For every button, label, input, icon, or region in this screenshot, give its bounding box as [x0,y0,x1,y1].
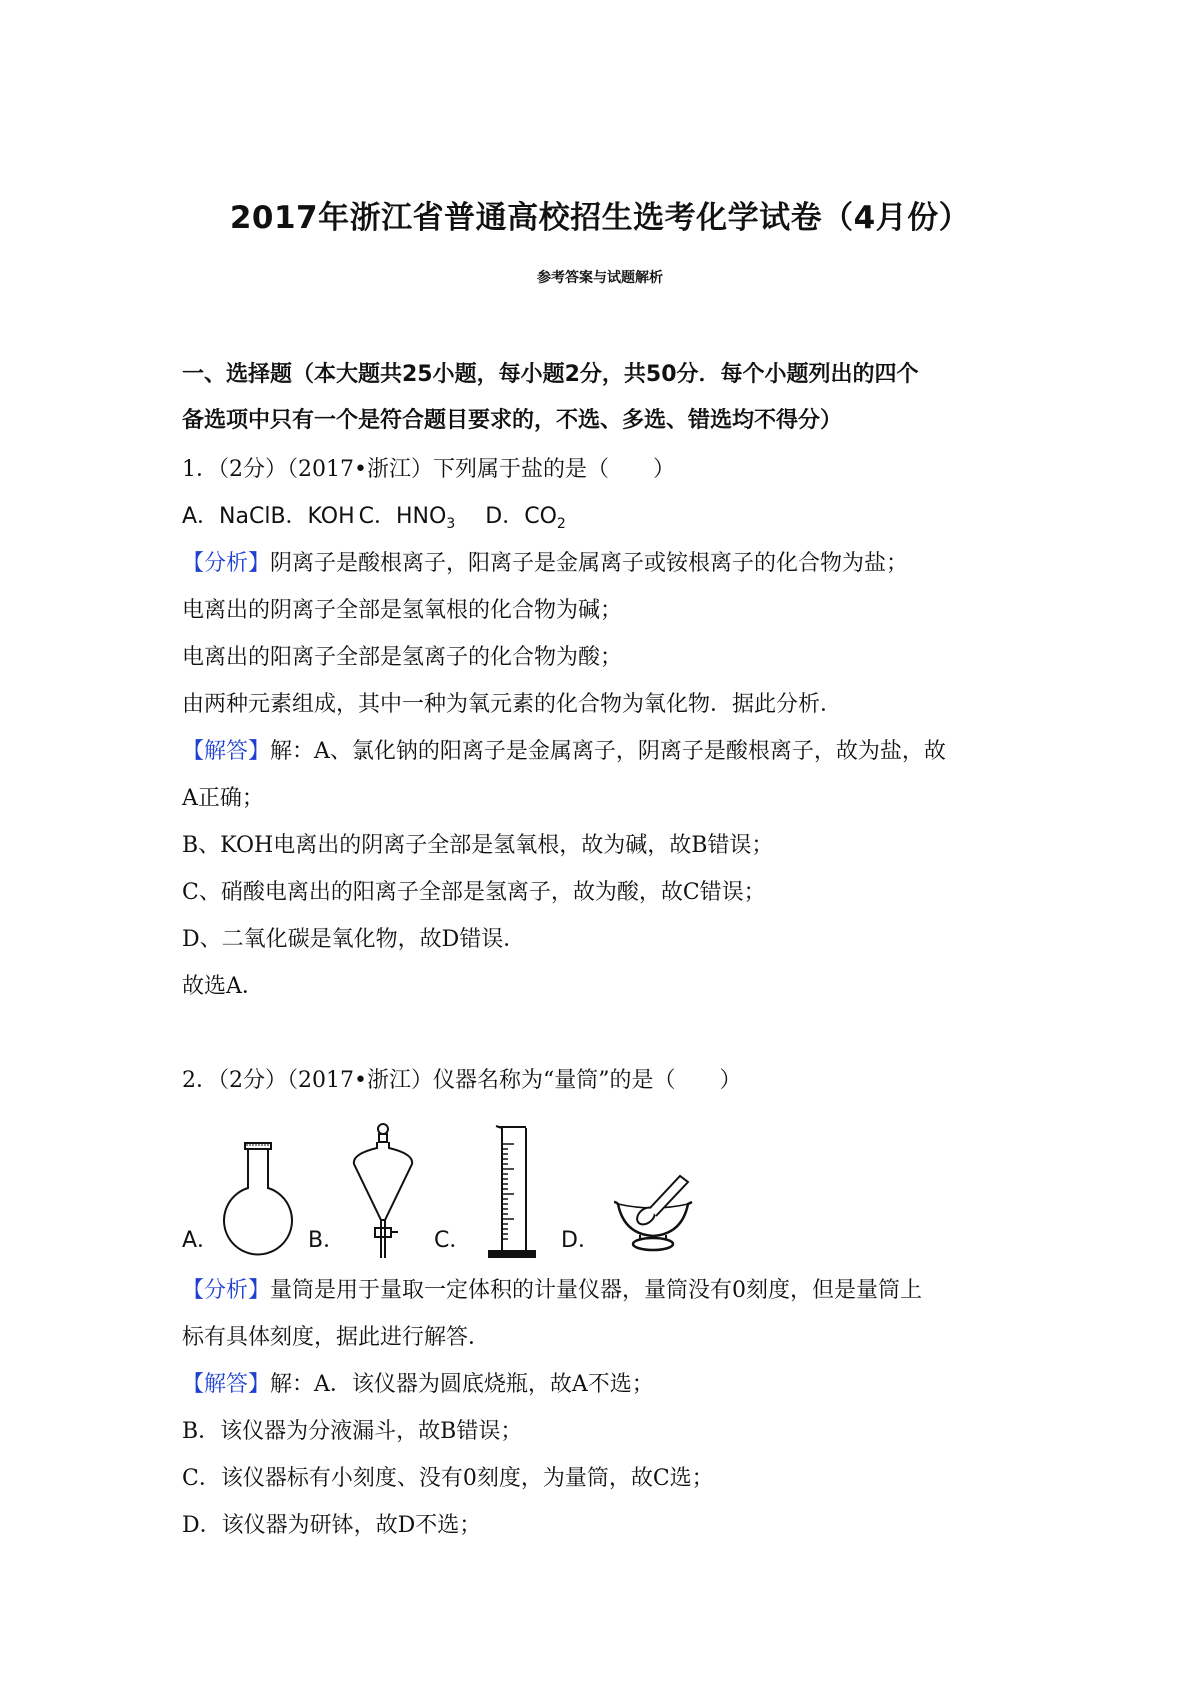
q2-answer-line-2: B．该仪器为分液漏斗，故B错误； [182,1419,523,1444]
q1-analysis-line-3: 电离出的阳离子全部是氢离子的化合物为酸； [182,645,623,670]
q1-conclusion: 故选A． [182,974,264,999]
page-subtitle: 参考答案与试题解析 [537,270,663,286]
q2-stem: 2．（2分）（2017•浙江）仪器名称为“量筒”的是（ ） [182,1068,742,1093]
answer-tag: 【解答】 [182,1372,271,1397]
q1-analysis-line-2: 电离出的阴离子全部是氢氧根的化合物为碱； [182,598,623,623]
q1-answer-line-1b: A正确； [182,786,264,811]
q1-stem: 1．（2分）（2017•浙江）下列属于盐的是（ ） [182,457,675,482]
q2-option-c-label: C． [434,1228,472,1253]
q2-analysis-line-2: 标有具体刻度，据此进行解答． [182,1325,491,1350]
q1-option-c: C．$HNO_3$ [358,504,456,532]
separatory-funnel-icon [348,1122,418,1260]
section-heading-line-2: 备选项中只有一个是符合题目要求的，不选、多选、错选均不得分） [182,408,843,433]
q1-answer-line-3: C、硝酸电离出的阳离子全部是氢离子，故为酸，故C错误； [182,880,766,905]
q1-analysis-line-4: 由两种元素组成，其中一种为氧元素的化合物为氧化物．据此分析． [182,692,843,717]
q1-analysis-line-1: 【分析】阴离子是酸根离子，阳离子是金属离子或铵根离子的化合物为盐； [182,551,909,576]
q2-answer-line-3: C．该仪器标有小刻度、没有0刻度，为量筒，故C选； [182,1466,714,1491]
q2-answer-line-4: D．该仪器为研钵，故D不选； [182,1513,482,1538]
q1-answer-line-1: 【解答】解：A、氯化钠的阳离子是金属离子，阴离子是酸根离子，故为盐，故 [182,739,946,764]
q1-option-d: D．$CO_2$ [485,504,566,532]
q2-option-a-label: A． [182,1228,220,1253]
q2-option-b-label: B． [308,1228,346,1253]
mortar-and-pestle-icon [610,1172,696,1258]
analysis-tag: 【分析】 [182,1278,271,1303]
q2-option-d-label: D． [561,1228,600,1253]
answer-tag: 【解答】 [182,739,271,764]
q2-analysis-line-1: 【分析】量筒是用于量取一定体积的计量仪器，量筒没有0刻度，但是量筒上 [182,1278,923,1303]
q1-options [182,502,1032,539]
q1-option-b: B．KOH [270,504,355,529]
round-bottom-flask-icon [220,1140,296,1258]
q1-option-a: A．NaCl [182,504,271,529]
analysis-tag: 【分析】 [182,551,271,576]
graduated-cylinder-icon [482,1122,540,1260]
page-title: 2017年浙江省普通高校招生选考化学试卷（4月份） [229,200,971,236]
section-heading-line-1: 一、选择题（本大题共25小题，每小题2分，共50分．每个小题列出的四个 [182,362,919,387]
q1-answer-line-4: D、二氧化碳是氧化物，故D错误． [182,927,526,952]
q1-answer-line-2: B、KOH电离出的阴离子全部是氢氧根，故为碱，故B错误； [182,833,774,858]
q2-answer-line-1: 【解答】解：A．该仪器为圆底烧瓶，故A不选； [182,1372,654,1397]
